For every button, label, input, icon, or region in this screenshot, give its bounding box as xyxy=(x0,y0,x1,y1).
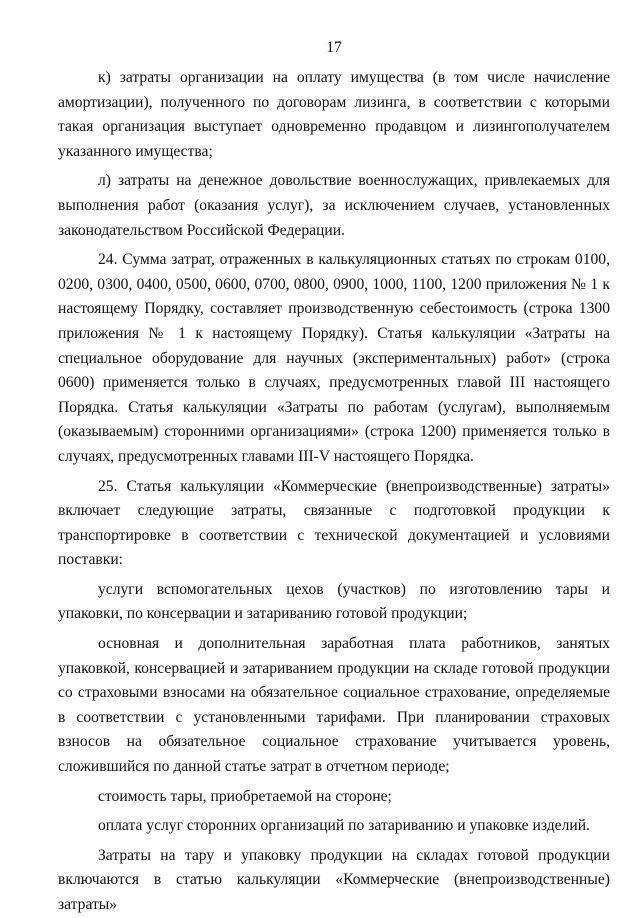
paragraph-third-party-packaging: оплата услуг сторонних организаций по затариванию и упаковке изделий. xyxy=(98,817,590,835)
paragraph-auxiliary-services: услуги вспомогательных цехов (участков) по изготовлению тары и упаковки, по консервации и затариванию готовой продукции; xyxy=(58,580,610,623)
paragraph-24-production-cost: 24. Сумма затрат, отраженных в калькуляционных статьях по строкам 0100, 0200, 0300, 0400, 0500, 0600, 0700, 0800, 0900, 1000, 1100, 1200 приложения № 1 к настоящему Порядку, составляет производственную себестоимость (строка 1300 приложения № 1 к настоящему Порядку). Статья калькуляции «Затраты на специальное оборудование для научных (экспериментальных) работ» (строка 0600) применяется только в случаях, предусмотренных главой III настоящего Порядка. Статья калькуляции «Затраты по работам (услугам), выполняемым (оказываемым) сторонними организациями» (строка 1200) применяется только в случаях, предусмотренных главами III-V настоящего Порядка. xyxy=(58,251,610,465)
page-number: 17 xyxy=(326,39,342,56)
paragraph-k-leasing-costs: к) затраты организации на оплату имущества (в том числе начисление амортизации), полученного по договорам лизинга, в соответствии с которыми такая организация выступает одновременно продавцом и лизингополучателем указанного имущества; xyxy=(58,69,610,160)
paragraph-25-commercial-costs: 25. Статья калькуляции «Коммерческие (внепроизводственные) затраты» включает следующие затраты, связанные с подготовкой продукции к транспортировке в соответствии с технической документацией и условиями поставки: xyxy=(58,477,610,569)
paragraph-packaging-inclusion: Затраты на тару и упаковку продукции на складах готовой продукции включаются в статью калькуляции «Коммерческие (внепроизводственные) затраты» xyxy=(58,846,610,913)
paragraph-l-military-allowance: л) затраты на денежное довольствие военнослужащих, привлекаемых для выполнения работ (оказания услуг), за исключением случаев, установленных законодательством Российской Федерации. xyxy=(58,172,610,239)
paragraph-wages: основная и дополнительная заработная плата работников, занятых упаковкой, консервацией и затариванием продукции на складе готовой продукции со страховыми взносами на обязательное социальное страхование, определяемые в соответствии с установленными тарифами. При планировании страховых взносов на обязательное социальное страхование учитывается уровень, сложившийся по данной статье затрат в отчетном периоде; xyxy=(58,635,610,776)
paragraph-container-cost: стоимость тары, приобретаемой на стороне; xyxy=(98,787,392,805)
